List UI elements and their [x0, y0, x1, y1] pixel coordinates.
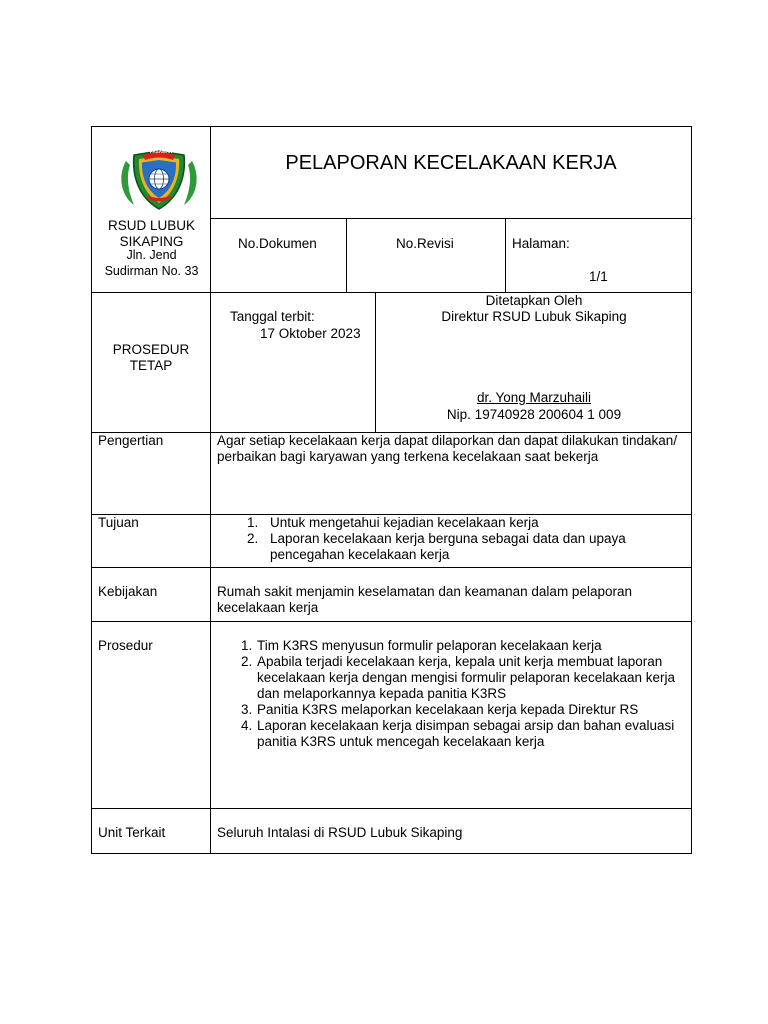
halaman-value: 1/1	[589, 269, 608, 284]
sop-document	[91, 126, 692, 854]
list-number: 2.	[241, 654, 253, 669]
doc-col-divider-2	[505, 218, 506, 292]
tujuan-divider	[92, 567, 692, 568]
pengertian-label: Pengertian	[98, 433, 164, 448]
kebijakan-text: Rumah sakit menjamin keselamatan dan keamanan dalam pelaporan kecelakaan kerja	[217, 584, 632, 615]
tujuan-label: Tujuan	[98, 515, 139, 530]
document-title: PELAPORAN KECELAKAAN KERJA	[285, 152, 617, 174]
ditetapkan-oleh: Ditetapkan Oleh	[485, 293, 583, 308]
prosedur-label: Prosedur	[98, 638, 153, 653]
tujuan-list	[247, 515, 647, 563]
title-divider	[210, 218, 692, 219]
hospital-logo-icon	[116, 147, 202, 213]
list-text: Apabila terjadi kecelakaan kerja, kepala unit kerja membuat laporan kecelakaan kerja dengan mengisi formulir pelaporan kecelakaan kerja dan melaporkannya kepada panitia K3RS	[257, 654, 675, 701]
unit-terkait-text: Seluruh Intalasi di RSUD Lubuk Sikaping	[217, 825, 463, 840]
list-number: 4.	[241, 718, 253, 733]
list-item	[241, 638, 688, 654]
tanggal-terbit-label: Tanggal terbit:	[230, 309, 315, 324]
tanggal-terbit-value: 17 Oktober 2023	[260, 326, 361, 341]
list-text: Laporan kecelakaan kerja disimpan sebagai arsip dan bahan evaluasi panitia K3RS untuk mencegah kecelakaan kerja	[257, 718, 675, 749]
nip-direktur: Nip. 19740928 200604 1 009	[446, 407, 622, 422]
prosedur-tetap-label: PROSEDUR TETAP	[112, 342, 190, 373]
hospital-name: RSUD LUBUK SIKAPING	[107, 218, 196, 249]
list-text: Panitia K3RS melaporkan kecelakaan kerja kepada Direktur RS	[257, 702, 639, 717]
list-number: 1.	[247, 515, 259, 530]
list-item	[247, 531, 647, 563]
pengertian-text: Agar setiap kecelakaan kerja dapat dilaporkan dan dapat dilakukan tindakan/ perbaikan bagi karyawan yang terkena kecelakaan saat bekerja	[217, 433, 678, 464]
list-text: Laporan kecelakaan kerja berguna sebagai data dan upaya pencegahan kecelakaan kerja	[270, 531, 626, 562]
halaman-label: Halaman:	[512, 236, 570, 251]
nama-direktur: dr. Yong Marzuhaili	[476, 390, 592, 405]
list-item	[247, 515, 647, 531]
prosedur-divider	[92, 808, 692, 809]
list-item	[241, 702, 688, 718]
jabatan-direktur: Direktur RSUD Lubuk Sikaping	[441, 309, 627, 324]
doc-col-divider-1	[346, 218, 347, 292]
kebijakan-divider	[92, 621, 692, 622]
logo-text: PASAMAN	[149, 149, 173, 154]
no-revisi-label: No.Revisi	[396, 236, 454, 251]
no-dokumen-label: No.Dokumen	[238, 236, 317, 251]
kebijakan-label: Kebijakan	[98, 584, 158, 599]
prosedur-list	[241, 638, 688, 750]
unit-terkait-label: Unit Terkait	[98, 825, 166, 840]
list-item	[241, 654, 688, 702]
left-column-divider	[210, 127, 211, 854]
list-text: Untuk mengetahui kejadian kecelakaan kerja	[270, 515, 539, 530]
list-text: Tim K3RS menyusun formulir pelaporan kecelakaan kerja	[257, 638, 602, 653]
list-item	[241, 718, 688, 750]
list-number: 2.	[247, 531, 259, 546]
list-number: 3.	[241, 702, 253, 717]
hospital-address: Jln. Jend Sudirman No. 33	[104, 248, 199, 278]
list-number: 1.	[241, 638, 253, 653]
